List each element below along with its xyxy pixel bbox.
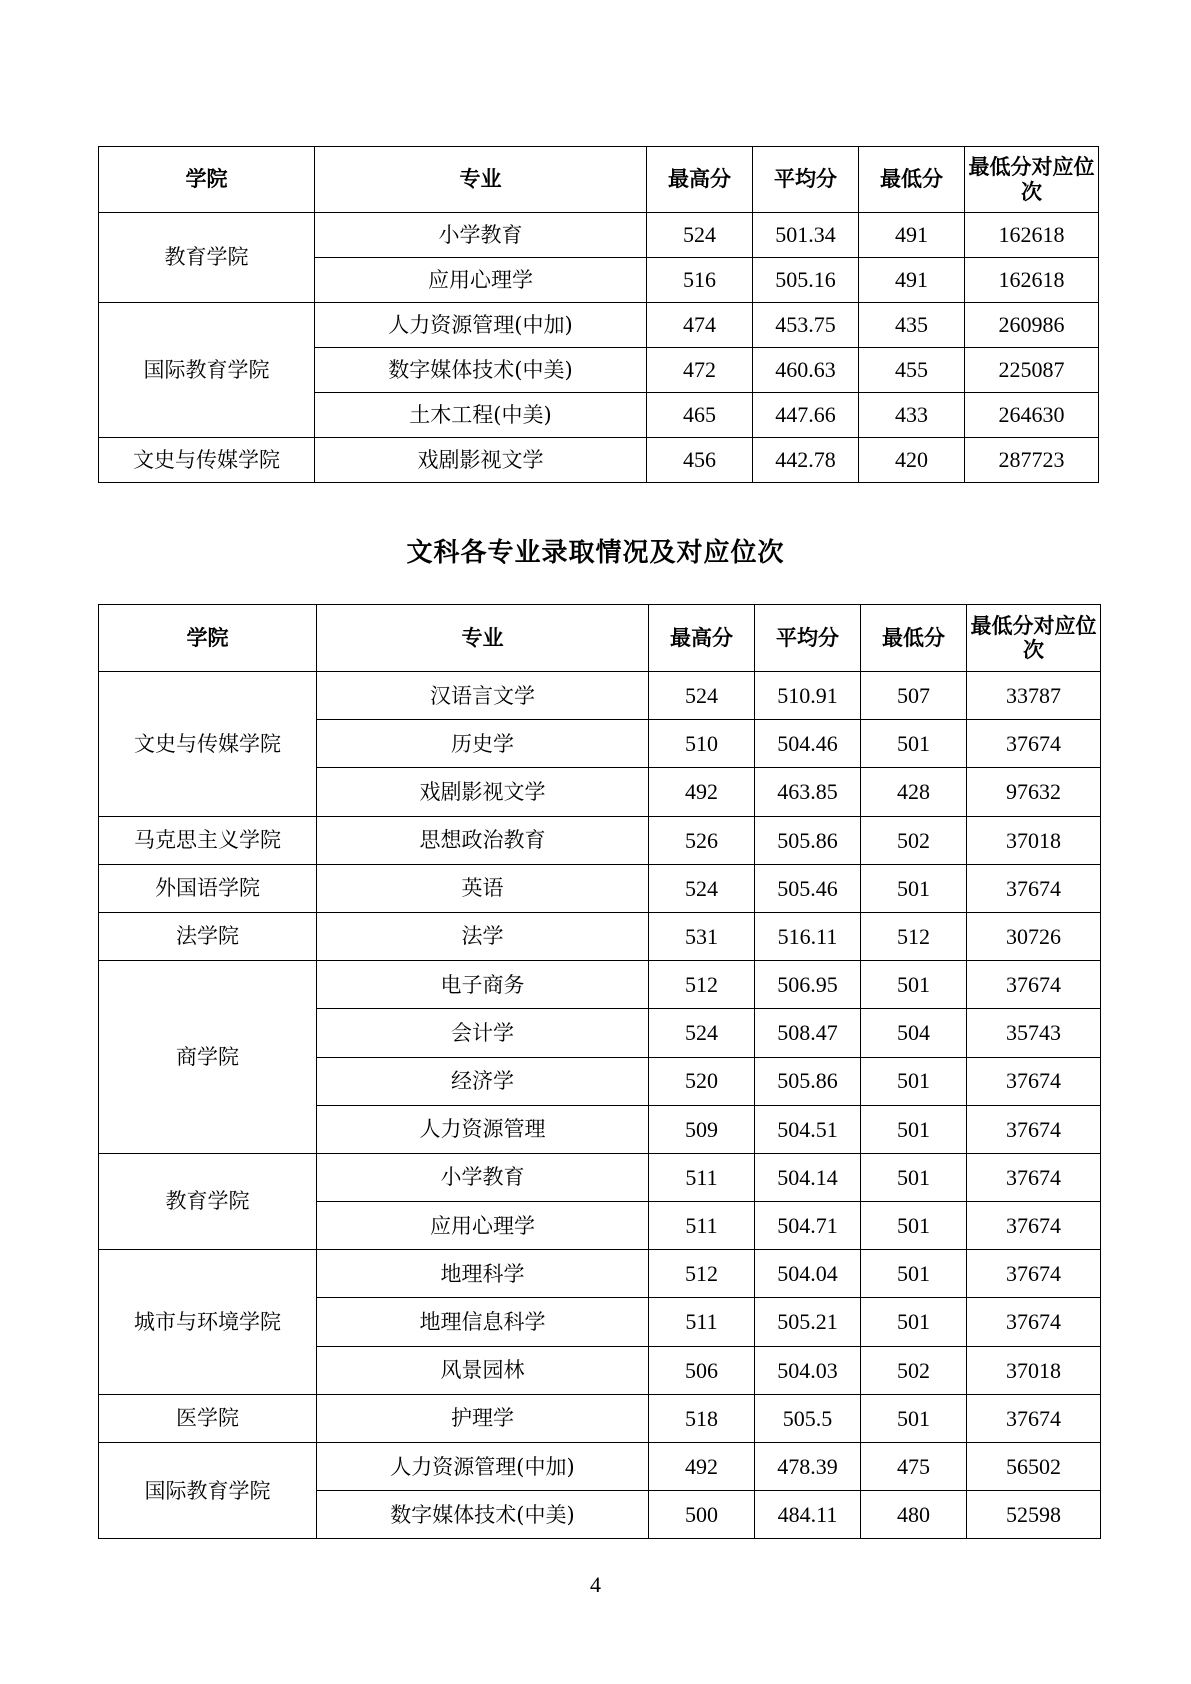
avg-score-cell: 504.14 — [755, 1153, 861, 1201]
min-rank-cell: 37674 — [967, 720, 1101, 768]
table-row — [99, 1394, 1101, 1442]
major-cell: 电子商务 — [317, 961, 649, 1009]
avg-score-cell: 504.51 — [755, 1105, 861, 1153]
max-score-cell: 512 — [649, 961, 755, 1009]
college-cell: 马克思主义学院 — [99, 816, 317, 864]
min-rank-cell: 37674 — [967, 961, 1101, 1009]
major-cell: 应用心理学 — [315, 258, 647, 303]
max-score-cell: 511 — [649, 1153, 755, 1201]
min-rank-cell: 225087 — [965, 348, 1099, 393]
header-max-score: 最高分 — [647, 147, 753, 213]
college-cell: 教育学院 — [99, 1153, 317, 1249]
min-score-cell: 491 — [859, 213, 965, 258]
max-score-cell: 524 — [649, 1009, 755, 1057]
min-rank-cell: 162618 — [965, 213, 1099, 258]
avg-score-cell: 463.85 — [755, 768, 861, 816]
avg-score-cell: 504.46 — [755, 720, 861, 768]
min-score-cell: 491 — [859, 258, 965, 303]
max-score-cell: 465 — [647, 393, 753, 438]
major-cell: 戏剧影视文学 — [317, 768, 649, 816]
header-min-rank: 最低分对应位次 — [967, 605, 1101, 672]
avg-score-cell: 505.5 — [755, 1394, 861, 1442]
avg-score-cell: 478.39 — [755, 1443, 861, 1491]
min-rank-cell: 37018 — [967, 1346, 1101, 1394]
page-number: 4 — [590, 1572, 601, 1597]
max-score-cell: 524 — [649, 864, 755, 912]
min-rank-cell: 35743 — [967, 1009, 1101, 1057]
table-header-row — [99, 147, 1099, 213]
table-row — [99, 303, 1099, 348]
min-score-cell: 507 — [861, 672, 967, 720]
major-cell: 数字媒体技术(中美) — [317, 1491, 649, 1539]
header-avg-score: 平均分 — [753, 147, 859, 213]
major-cell: 地理信息科学 — [317, 1298, 649, 1346]
min-rank-cell: 37674 — [967, 1153, 1101, 1201]
major-cell: 人力资源管理 — [317, 1105, 649, 1153]
min-rank-cell: 97632 — [967, 768, 1101, 816]
min-rank-cell: 162618 — [965, 258, 1099, 303]
avg-score-cell: 505.21 — [755, 1298, 861, 1346]
header-college: 学院 — [99, 147, 315, 213]
min-rank-cell: 264630 — [965, 393, 1099, 438]
college-cell: 教育学院 — [99, 213, 315, 303]
major-cell: 土木工程(中美) — [315, 393, 647, 438]
min-rank-cell: 33787 — [967, 672, 1101, 720]
avg-score-cell: 504.71 — [755, 1202, 861, 1250]
min-rank-cell: 37018 — [967, 816, 1101, 864]
min-rank-cell: 56502 — [967, 1443, 1101, 1491]
min-rank-cell: 37674 — [967, 1394, 1101, 1442]
min-score-cell: 501 — [861, 1202, 967, 1250]
major-cell: 汉语言文学 — [317, 672, 649, 720]
major-cell: 人力资源管理(中加) — [317, 1443, 649, 1491]
min-rank-cell: 260986 — [965, 303, 1099, 348]
min-score-cell: 480 — [861, 1491, 967, 1539]
college-cell: 城市与环境学院 — [99, 1250, 317, 1395]
max-score-cell: 509 — [649, 1105, 755, 1153]
avg-score-cell: 505.46 — [755, 864, 861, 912]
max-score-cell: 531 — [649, 912, 755, 960]
table-row — [99, 213, 1099, 258]
avg-score-cell: 447.66 — [753, 393, 859, 438]
max-score-cell: 524 — [649, 672, 755, 720]
max-score-cell: 512 — [649, 1250, 755, 1298]
college-cell: 国际教育学院 — [99, 303, 315, 438]
major-cell: 小学教育 — [317, 1153, 649, 1201]
avg-score-cell: 505.86 — [755, 1057, 861, 1105]
max-score-cell: 511 — [649, 1202, 755, 1250]
table-row — [99, 438, 1099, 483]
min-rank-cell: 37674 — [967, 864, 1101, 912]
min-score-cell: 455 — [859, 348, 965, 393]
min-rank-cell: 287723 — [965, 438, 1099, 483]
avg-score-cell: 510.91 — [755, 672, 861, 720]
table-row — [99, 1153, 1101, 1201]
max-score-cell: 510 — [649, 720, 755, 768]
avg-score-cell: 505.86 — [755, 816, 861, 864]
min-score-cell: 501 — [861, 1105, 967, 1153]
min-rank-cell: 37674 — [967, 1250, 1101, 1298]
major-cell: 护理学 — [317, 1394, 649, 1442]
table-row — [99, 864, 1101, 912]
college-cell: 文史与传媒学院 — [99, 438, 315, 483]
major-cell: 历史学 — [317, 720, 649, 768]
major-cell: 英语 — [317, 864, 649, 912]
min-score-cell: 501 — [861, 1394, 967, 1442]
college-cell: 国际教育学院 — [99, 1443, 317, 1539]
avg-score-cell: 508.47 — [755, 1009, 861, 1057]
major-cell: 经济学 — [317, 1057, 649, 1105]
max-score-cell: 511 — [649, 1298, 755, 1346]
major-cell: 思想政治教育 — [317, 816, 649, 864]
min-score-cell: 502 — [861, 1346, 967, 1394]
min-score-cell: 435 — [859, 303, 965, 348]
max-score-cell: 472 — [647, 348, 753, 393]
table-row — [99, 961, 1101, 1009]
max-score-cell: 492 — [649, 768, 755, 816]
min-score-cell: 420 — [859, 438, 965, 483]
major-cell: 小学教育 — [315, 213, 647, 258]
major-cell: 数字媒体技术(中美) — [315, 348, 647, 393]
section-title: 文科各专业录取情况及对应位次 — [406, 538, 785, 568]
min-score-cell: 501 — [861, 720, 967, 768]
college-cell: 医学院 — [99, 1394, 317, 1442]
max-score-cell: 456 — [647, 438, 753, 483]
max-score-cell: 516 — [647, 258, 753, 303]
major-cell: 法学 — [317, 912, 649, 960]
min-rank-cell: 52598 — [967, 1491, 1101, 1539]
max-score-cell: 520 — [649, 1057, 755, 1105]
min-rank-cell: 37674 — [967, 1202, 1101, 1250]
header-major: 专业 — [317, 605, 649, 672]
max-score-cell: 492 — [649, 1443, 755, 1491]
max-score-cell: 526 — [649, 816, 755, 864]
min-rank-cell: 30726 — [967, 912, 1101, 960]
min-score-cell: 475 — [861, 1443, 967, 1491]
header-college: 学院 — [99, 605, 317, 672]
avg-score-cell: 453.75 — [753, 303, 859, 348]
major-cell: 风景园林 — [317, 1346, 649, 1394]
college-cell: 法学院 — [99, 912, 317, 960]
avg-score-cell: 484.11 — [755, 1491, 861, 1539]
admission-table-1 — [98, 146, 1099, 483]
max-score-cell: 500 — [649, 1491, 755, 1539]
table-row — [99, 1443, 1101, 1491]
max-score-cell: 506 — [649, 1346, 755, 1394]
min-score-cell: 501 — [861, 1057, 967, 1105]
header-max-score: 最高分 — [649, 605, 755, 672]
avg-score-cell: 501.34 — [753, 213, 859, 258]
avg-score-cell: 504.03 — [755, 1346, 861, 1394]
avg-score-cell: 516.11 — [755, 912, 861, 960]
header-min-score: 最低分 — [861, 605, 967, 672]
min-score-cell: 501 — [861, 1250, 967, 1298]
max-score-cell: 518 — [649, 1394, 755, 1442]
min-rank-cell: 37674 — [967, 1105, 1101, 1153]
major-cell: 会计学 — [317, 1009, 649, 1057]
avg-score-cell: 460.63 — [753, 348, 859, 393]
min-score-cell: 433 — [859, 393, 965, 438]
major-cell: 地理科学 — [317, 1250, 649, 1298]
table-row — [99, 672, 1101, 720]
college-cell: 外国语学院 — [99, 864, 317, 912]
min-score-cell: 502 — [861, 816, 967, 864]
table-header-row — [99, 605, 1101, 672]
header-avg-score: 平均分 — [755, 605, 861, 672]
college-cell: 文史与传媒学院 — [99, 672, 317, 817]
header-min-rank: 最低分对应位次 — [965, 147, 1099, 213]
header-major: 专业 — [315, 147, 647, 213]
min-score-cell: 428 — [861, 768, 967, 816]
avg-score-cell: 504.04 — [755, 1250, 861, 1298]
avg-score-cell: 506.95 — [755, 961, 861, 1009]
avg-score-cell: 442.78 — [753, 438, 859, 483]
table-row — [99, 816, 1101, 864]
min-score-cell: 512 — [861, 912, 967, 960]
min-score-cell: 504 — [861, 1009, 967, 1057]
college-cell: 商学院 — [99, 961, 317, 1154]
admission-table-2 — [98, 604, 1101, 1539]
major-cell: 戏剧影视文学 — [315, 438, 647, 483]
min-score-cell: 501 — [861, 1298, 967, 1346]
table-row — [99, 912, 1101, 960]
min-rank-cell: 37674 — [967, 1057, 1101, 1105]
min-score-cell: 501 — [861, 961, 967, 1009]
min-rank-cell: 37674 — [967, 1298, 1101, 1346]
max-score-cell: 524 — [647, 213, 753, 258]
header-min-score: 最低分 — [859, 147, 965, 213]
avg-score-cell: 505.16 — [753, 258, 859, 303]
major-cell: 人力资源管理(中加) — [315, 303, 647, 348]
major-cell: 应用心理学 — [317, 1202, 649, 1250]
min-score-cell: 501 — [861, 864, 967, 912]
max-score-cell: 474 — [647, 303, 753, 348]
table-row — [99, 1250, 1101, 1298]
min-score-cell: 501 — [861, 1153, 967, 1201]
